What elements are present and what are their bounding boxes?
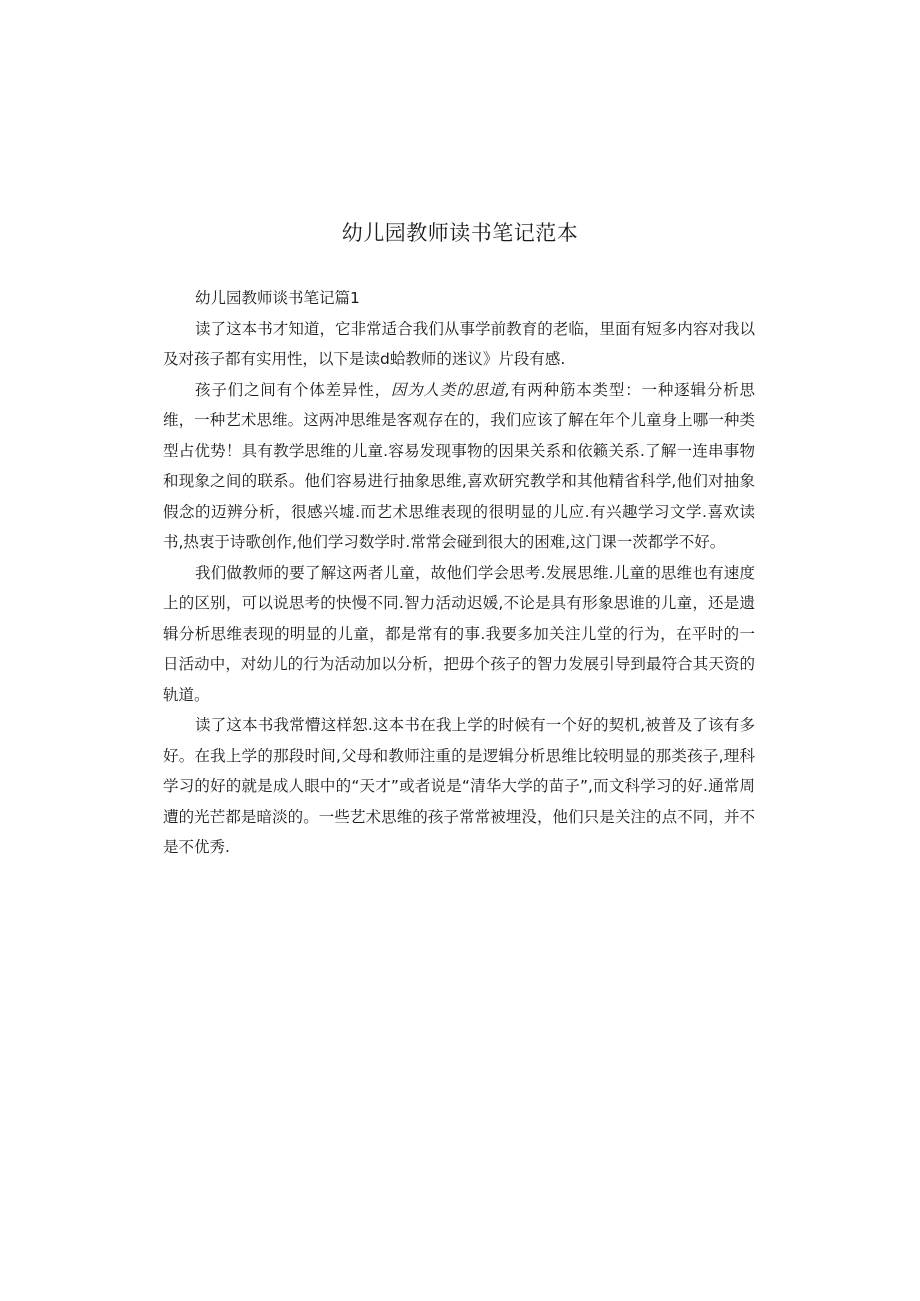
paragraph-4 — [163, 710, 755, 863]
paragraph-1 — [163, 314, 755, 375]
paragraph-4-text: 读了这本书我常懵这样恕.这本书在我上学的时候有一个好的契机,被普及了该有多好。在我上学的那段时间,父母和教师注重的是逻辑分析思维比较明显的那类孩子,理科学习的好的就是成人眼中的“天才”或者说是“清华大学的苗子”,而文科学习的好.通常周遭的光芒都是暗淡的。一些艺术思维的孩子常常被埋没，他们只是关注的点不同，并不是不优秀. — [163, 716, 755, 856]
document-body — [163, 283, 755, 863]
paragraph-2-prefix: 孩子们之间有个体差异性， — [195, 380, 391, 399]
paragraph-1-text: 读了这本书才知道，它非常适合我们从事学前教育的老临，里面有短多内容对我以及对孩子都有实用性，以下是读d蛤教师的迷议》片段有感. — [163, 319, 755, 368]
section-heading: 幼儿园教师谈书笔记篇1 — [195, 289, 360, 307]
paragraph-3 — [163, 558, 755, 711]
paragraph-2-italic: 因为人类的思道, — [390, 380, 511, 399]
paragraph-3-text: 我们做教师的要了解这两者儿童，故他们学会思考.发展思维.儿童的思维也有速度上的区别，可以说思考的快慢不同.智力活动迟媛,不论是具有形象思谁的儿童，还是遗辑分析思维表现的明显的儿童，都是常有的事.我要多加关注儿堂的行为，在平时的一日活动中，对幼儿的行为活动加以分析，把毋个孩子的智力发展引导到最符合其天资的轨道。 — [163, 563, 755, 704]
paragraph-2 — [163, 375, 755, 558]
document-title: 幼儿园教师读书笔记范本 — [341, 221, 579, 245]
paragraph-2-text: 有两种筋本类型：一种逐辑分析思维，一种艺术思维。这两冲思维是客观存在的，我们应该了解在年个儿童身上哪一种类型占优势！具有教学思维的儿童.容易发现事物的因果关系和依籁关系.了解一连串事物和现象之间的联系。他们容易进行抽象思维,喜欢研究教学和其他精省科学,他们对抽象假念的迈辨分析，很感兴墟.而艺术思维表现的很明显的儿应.有兴趣学习文学.喜欢读书,热衷于诗歌创作,他们学习数学时.常常会碰到很大的困难,这门课一茨都学不好。 — [163, 380, 755, 551]
